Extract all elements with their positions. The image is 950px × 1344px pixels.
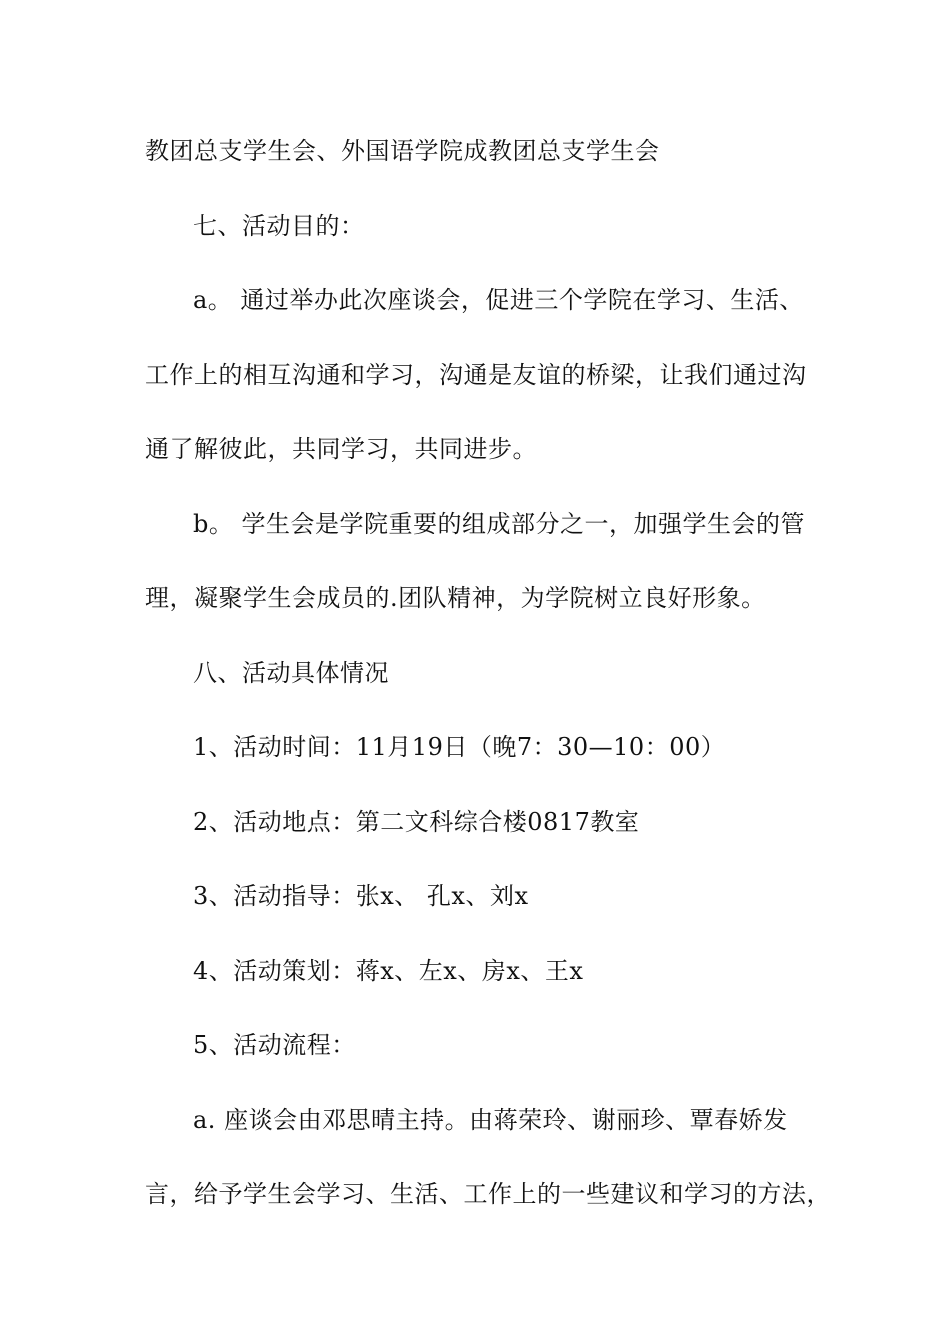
activity-location: 2、活动地点：第二文科综合楼0817教室 (193, 807, 640, 836)
text-line: b。 学生会是学院重要的组成部分之一，加强学生会的管 (193, 509, 805, 538)
text-line: 通了解彼此，共同学习，共同进步。 (145, 435, 537, 463)
section-heading-purpose: 七、活动目的： (193, 211, 365, 240)
text-line: 工作上的相互沟通和学习，沟通是友谊的桥梁，让我们通过沟 (145, 360, 807, 389)
text-line: a。 通过举办此次座谈会，促进三个学院在学习、生活、 (193, 286, 804, 314)
document-body (145, 114, 831, 1232)
activity-planning: 4、活动策划：蒋x、左x、房x、王x (193, 956, 584, 985)
text-line: a. 座谈会由邓思晴主持。由蒋荣玲、谢丽珍、覃春娇发 (193, 1105, 788, 1134)
activity-guidance: 3、活动指导：张x、 孔x、刘x (193, 882, 529, 910)
activity-process-heading: 5、活动流程： (193, 1031, 356, 1059)
section-heading-details: 八、活动具体情况 (193, 658, 389, 687)
text-line: 理，凝聚学生会成员的.团队精神，为学院树立良好形象。 (145, 584, 766, 612)
activity-time: 1、活动时间：11月19日（晚7：30—10：00） (193, 733, 726, 761)
text-line: 教团总支学生会、外国语学院成教团总支学生会 (145, 137, 660, 165)
text-line: 言，给予学生会学习、生活、工作上的一些建议和学习的方法， (145, 1180, 831, 1208)
